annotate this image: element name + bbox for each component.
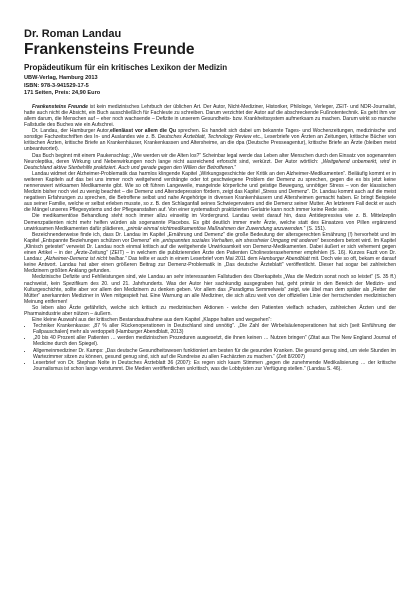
book-subtitle: Propädeutikum für ein kritisches Lexikon der Medizin: [24, 63, 228, 72]
paragraph-nutrition: Bezeichnenderweise finde ich, dass Dr. Landau im Kapitel „Ernährung und Demenz“ die große Bedeutung der altersgerechten Ernährung (!) hervorhebt und im Kapitel „Entspannte Beziehungen schützen vor Demenz“ ein „entspanntes soziales Verhalten, ein stressfreier Umgang mit anderen“ besonders betont wird. Im Kapitel „Klinisch getestet“ verweist Dr. Landau noch einmal kritisch auf die weitgehende Unwirksamkeit von Demenz-Medikamenten. Dabei äußert er sich vehement gegen einen Artikel – in der „Ärzte-Zeitung“ (ZEIT) – in welchem die publizierenden Ärzte den Patienten Cholinesterasehemmer empfehlen (S. 16). Kurzes Fazit von Dr. Landau: „Alzheimer-Demenz ist nicht heilbar.“ Das teilte er auch in einem Leserbrief vom Mai 2011 dem Hamburger Abendblatt mit. Doch wie so oft, bekam er darauf keine Antwort. Landau hat aber einen größeren Beitrag zur Demenz-Problematik in „Das deutsche Ärzteblatt“ veröffentlicht. Dieser hat sogar bei zahlreichen Medizinern größten Anklang gefunden.: [24, 231, 396, 275]
review-body: [24, 104, 396, 372]
list-item: • Techniker Krankenkasse: „87 % aller Rückenoperationen in Deutschland sind unnötig“. „Die Zahl der Wirbelsäulenoperationen hat sich [seit Einführung der Fallpauschalen] mehr als verdoppelt (Hamburger Abendblatt, 2013): [33, 323, 396, 335]
book-title: Frankensteins Freunde: [24, 41, 195, 58]
paragraph-sources: Dr. Landau, der Hamburger Autor,ellenlässt vor allem die Qu sprechen. Es handelt sich dabei um bekannte Tages- und Wochenzeitungen, medizinische und sonstige Fachzeitschriften des In- und Auslandes wie z. B. Deutsches Ärzteblatt, Technology Review etc., Leserbriefe von Ärzten an Zeitungen, kritische Bücher von kritischen Ärzten, kritische Briefe an Krankenhäuser, Krankenkassen und Altersheime, an die dpa (Deutsche Presseagentur), kritische Briefe an Ärzte (bleiben meist unbeantwortet).: [24, 128, 396, 153]
publisher-line: UBW-Verlag, Hamburg 2013: [24, 75, 98, 81]
pages-price-line: 171 Seiten, Preis: 24,90 Euro: [24, 90, 101, 97]
list-item: • Allgemeinmediziner Dr. Kamps: „Das deutsche Gesundheitswesen funktioniert am besten für die gesunden Kranken. Die gesund genug sind, um viele Stunden im Wartezimmer sitzen zu können, gesund genug sind, sich auf die Rundreise zu allen Fachärzten zu machen.“ (Zeit 8/2007): [33, 348, 396, 360]
paragraph-intro: Frankensteins Freunde ist kein medizinisches Lehrbuch der üblichen Art. Der Autor, Nicht-Mediziner, Historiker, Philologe, Verleger, ZEIT- und NDR-Journalist, hatte auch nicht die Absicht, ein Buch ausschließlich für Fachleute zu schreiben. Darum verzichtet der Autor auf die abschreckende Fußnotentechnik. Es geht ihm vor allem darum, die Menschen auf – eher noch wachsende – Defizite in unserem Gesundheits- bzw. Krankheitssystem aufmerksam zu machen. Darum wirkt so manche Fallstudie des Buches wie ein Aufschrei.: [24, 103, 397, 129]
paragraph-history: Medizinische Defizite und Fehlleistungen sind, wie Landau an sehr interessanten Fallstudien des Oberkapitels „Was die Medizin sonst noch so leistet“ (S. 35 ff.) nachweist, kein Spezifikum des 20. und 21. Jahrhunderts. Was der Autor hier sachkundig ausgegraben hat, geht primär in den Bereich der Medizin- und Kulturgeschichte, sollte aber vor allem den Medizinern zu denken geben. Vor allem das „Paradigma Semmelweis“ zeigt, wie übel man dem später als „Retter der Mütter“ anerkannten Mediziner in Wien mitgespielt hat. Eine Warnung an alle Mediziner, die sich allzu weit von der offiziellen Linie der herrschenden medizinischen Meinung entfernen!: [24, 274, 396, 305]
review-page: [24, 0, 396, 372]
quote-list: [24, 323, 396, 372]
list-item: • Leserbrief von Dr. Stephan Nolte in Deutsches Ärzteblatt 36 (2007): Es regen sich kaum Stimmen „gegen die zunehmende Medikalisierung … der kritische Journalismus ist schon lange verstummt. Die Medien veröffentlichen unkritisch, was die Lobbyisten zur Verfügung stellen.“ (Landau S. 46).: [33, 360, 396, 372]
paragraph-doctors: So leben also Ärzte gefährlich, welche sich kritisch zu medizinischen Aktionen - welche den Patienten vielfach schaden, zahlreichen Ärzten und der Pharmaindustrie aber nützen – äußern.: [24, 304, 396, 317]
isbn-line: ISBN: 978-3-941529-17-5: [24, 82, 89, 89]
author-name: Dr. Roman Landau: [24, 28, 122, 40]
list-item: • „20 bis 40 Prozent aller Patienten … werden medizinischen Prozeduren ausgesetzt, die ihnen keinen … Nutzen bringen“ (Zitat aus The New England Journal of Medicine durch den Spiegel).: [33, 335, 396, 347]
paragraph-selection: Eine kleine Auswahl aus der kritischen Bestandsaufnahme aus dem Kapitel „Klappe halten und wegsehen“:: [32, 317, 272, 324]
paragraph-opening: Das Buch beginnt mit einem Paukenschlag: „Wie werden wir die Alten los?“ Scheinbar legal werde das Leben alter Menschen durch den Einsatz von sogenannten Neuroleptika, deren Wirkung und Nebenwirkungen noch lange nicht ausreichend erforscht sind, verkürzt. Der Autor wörtlich: „Weitgehend unbemerkt, wird in Deutschland aktive Sterbehilfe praktiziert. Auch und gerade gegen den Willen der Betroffenen.“: [24, 152, 397, 171]
book-title-inline: Frankensteins Freunde: [32, 103, 88, 110]
book-meta: [24, 75, 396, 98]
paragraph-alzheimer: Landau widmet der Alzheimer-Problematik das harmlos klingende Kapitel „Wirkungsgeschichte der Kritik an den Alzheimer-Medikamenten“. Beiläufig kommt er in weiteren Kapiteln auf das bei uns immer noch weitgehend verdrängte oder tot geschwiegene Problem der Demenz zu sprechen, gegen die es bis jetzt keine nennenswert wirksamen Medikamente gibt. Wie so oft führen Langeweile, mangelnde körperliche und geistige Bewegung, unnötiger Stress – von der klassischen Medizin bisher noch viel zu wenig beachtet – die Demenz und Altersdepression fördern, zeigt das Kapitel „Stress und Demenz“. Dr. Landau kommt auch auf die meist negativen Erfahrungen zu sprechen, die Betroffene selbst und nahe Angehörige in diversen Krankenhäusern und Altersheimen gemacht haben. Er bringt Beispiele aus seiner Familie, welche er selbst erleben musste, so z. B. den Schlaganfall seines Schwiegervaters und die Demenz seiner Mutter. An letzterem Fall deckt er auch die Mängel unseres Pflegesystems und der Pflegeanstalten auf. Von einer systematisch praktizierten Geriatrie kann noch immer keine Rede sein.: [24, 170, 396, 214]
paragraph-medication: Die medikamentöse Behandlung steht noch immer allzu einseitig im Vordergrund. Landau weist darauf hin, dass Antidepressiva wie z. B. Mittelzeplin Demenzpatienten nicht mehr helfen würden als sogenannte Placebos. Es gibt deutlich immer mehr Ärzte, welche statt des Einsatzes von Pillen ergänzend unwirksamen Medikamenten dafür plädieren, „primär einmal nichtmedikamentöse Maßnahmen der Zuwendung anzuwenden.“ (S. 151).: [24, 213, 396, 232]
